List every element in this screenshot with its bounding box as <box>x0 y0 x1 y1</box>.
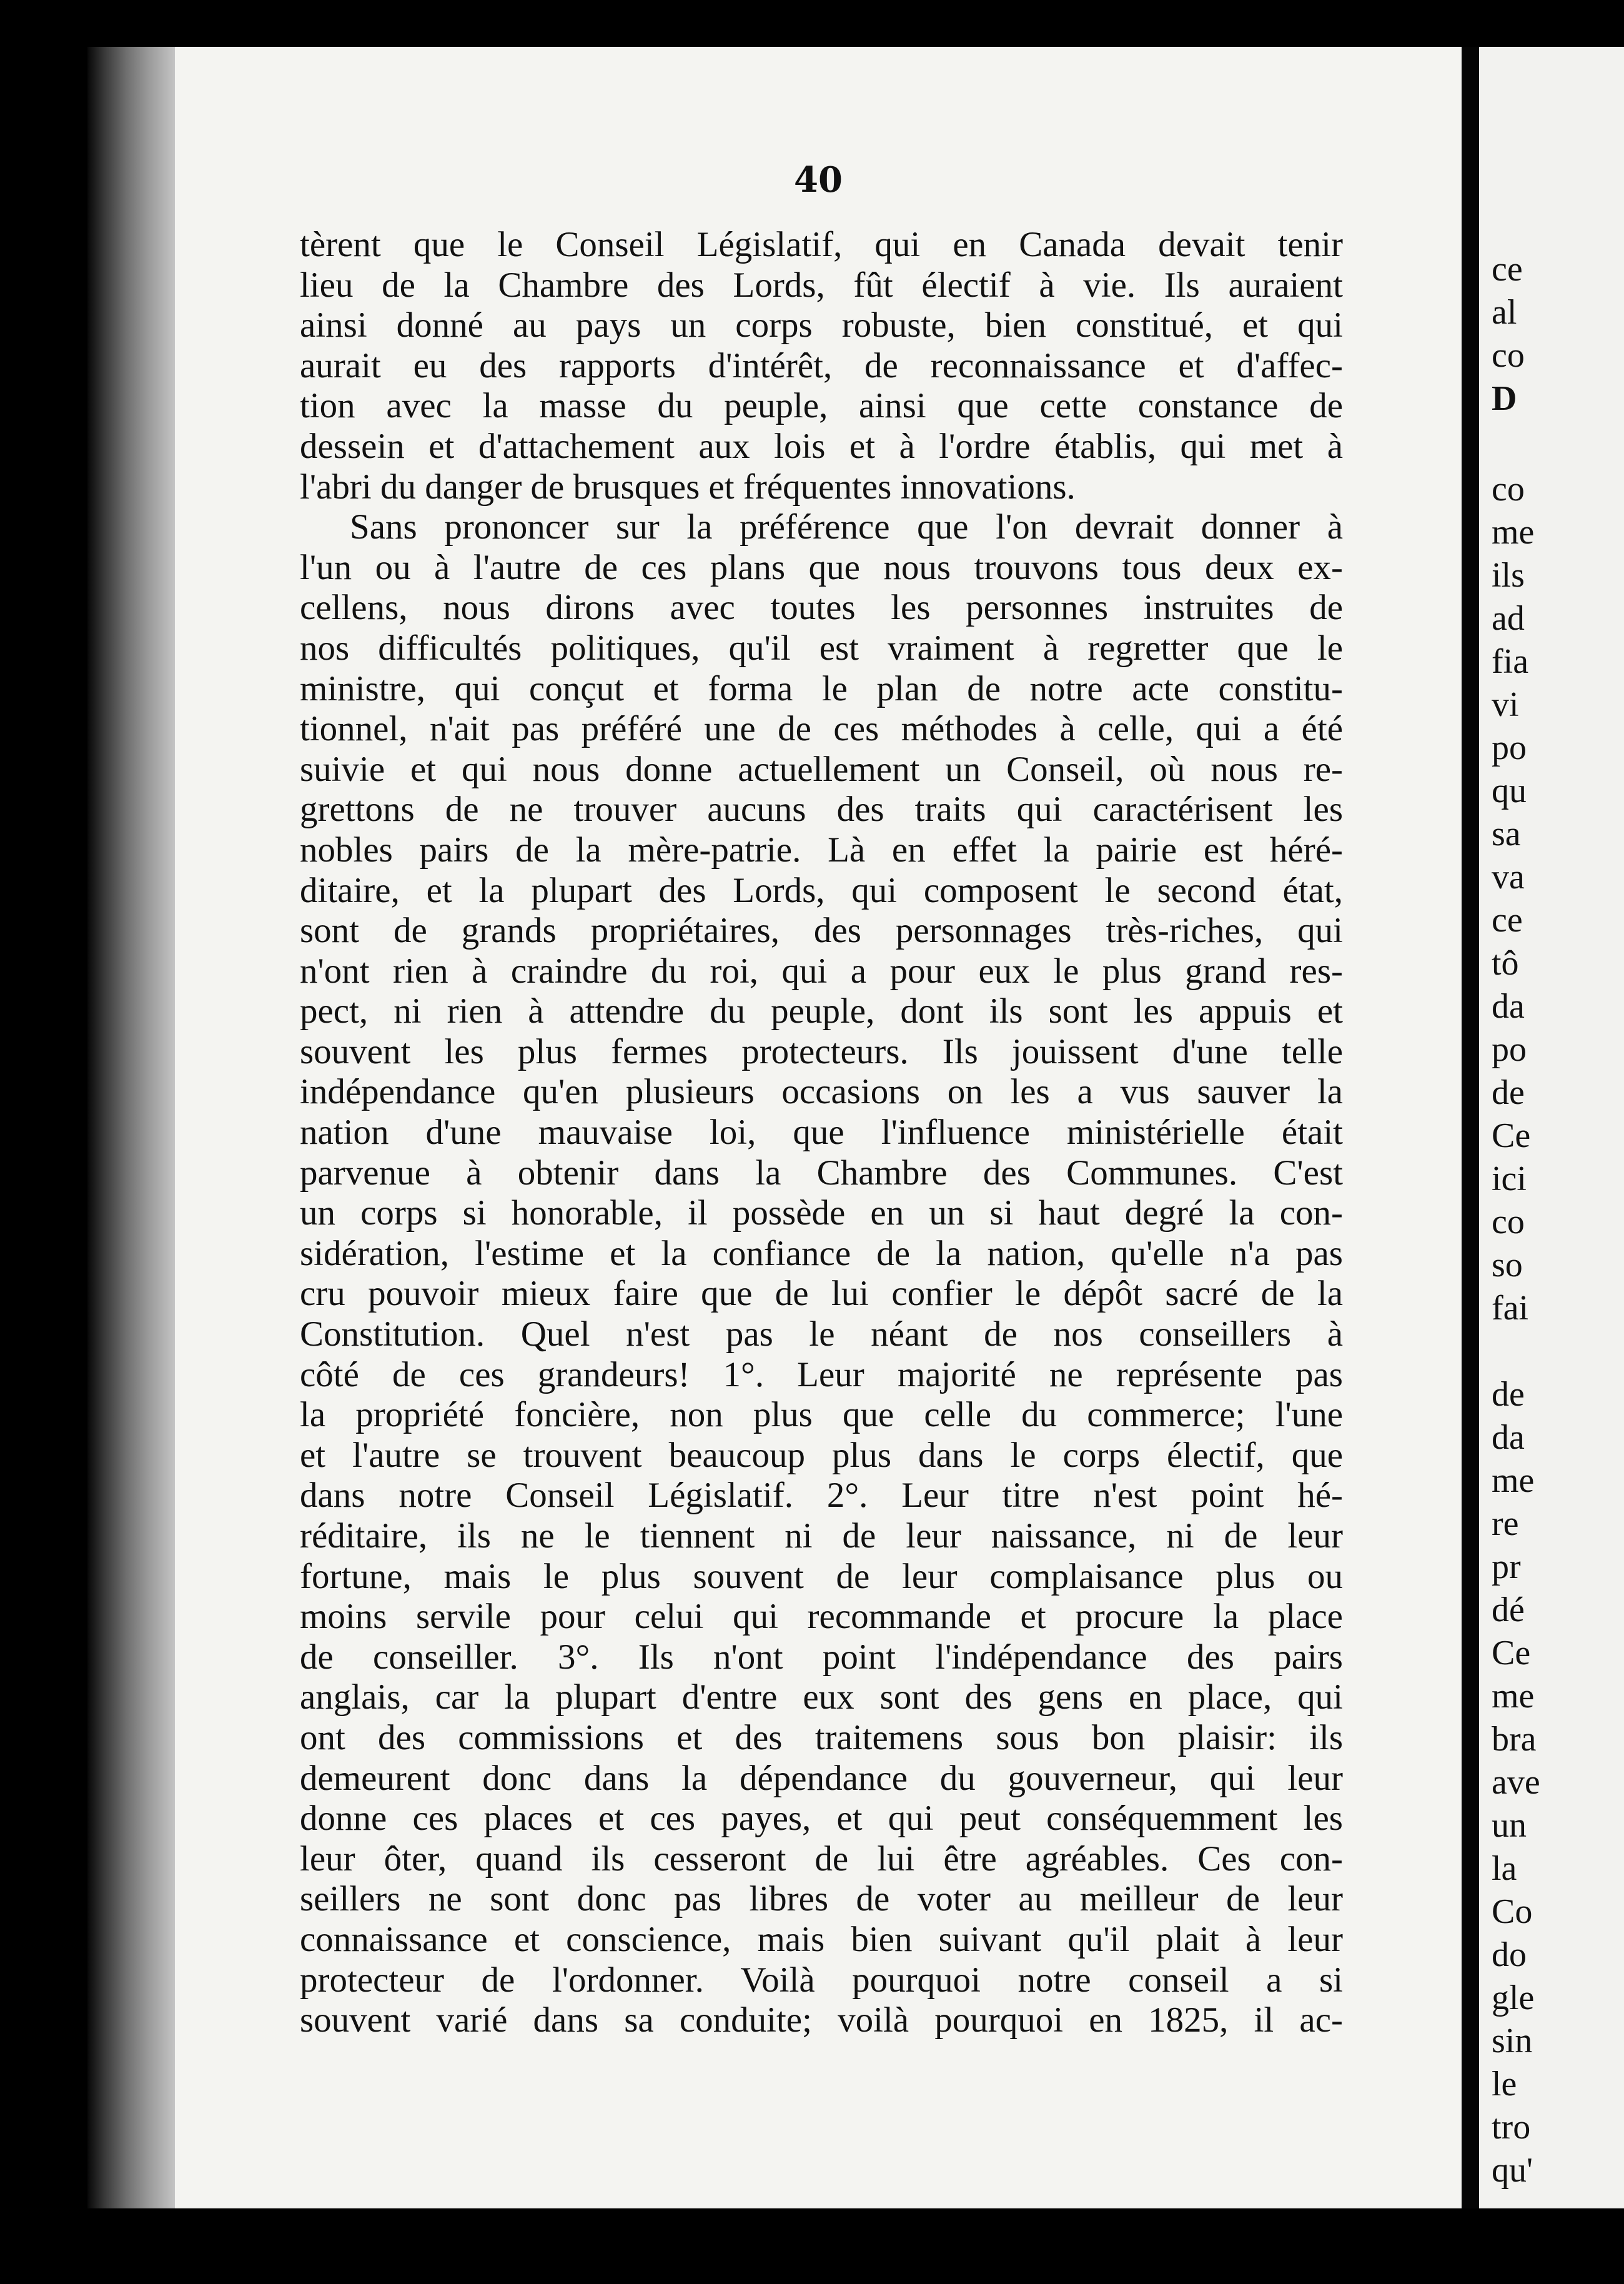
next-page-fragment: ils <box>1492 556 1525 595</box>
next-page-fragment: me <box>1492 1677 1535 1715</box>
text-line: nos difficultés politiques, qu'il est vraiment à regretter que le <box>300 628 1343 668</box>
text-line: souvent varié dans sa conduite; voilà pourquoi en 1825, il ac- <box>300 2000 1343 2040</box>
next-page-fragment: la <box>1492 1849 1517 1888</box>
next-page-fragment: me <box>1492 1461 1535 1500</box>
next-page-fragment: le <box>1492 2065 1517 2103</box>
next-page-fragment: qu <box>1492 772 1527 810</box>
text-line: nobles pairs de la mère-patrie. Là en effet la pairie est héré- <box>300 830 1343 870</box>
next-page-fragment: gle <box>1492 1979 1535 2017</box>
next-page-fragment: tô <box>1492 944 1519 983</box>
text-line: dessein et d'attachement aux lois et à l'ordre établis, qui met à <box>300 426 1343 466</box>
next-page-fragment: co <box>1492 470 1525 509</box>
book-binding-edge <box>87 47 175 2208</box>
text-line: seillers ne sont donc pas libres de voter au meilleur de leur <box>300 1879 1343 1919</box>
next-page-fragment: ce <box>1492 901 1523 940</box>
next-page-fragment: qu' <box>1492 2151 1533 2190</box>
next-page-fragment: me <box>1492 513 1535 552</box>
text-line: ont des commissions et des traitemens sous bon plaisir: ils <box>300 1717 1343 1757</box>
next-page-fragment: co <box>1492 1203 1525 1241</box>
next-page-fragment: Ce <box>1492 1634 1531 1672</box>
next-page-fragment: do <box>1492 1935 1527 1974</box>
text-line: tèrent que le Conseil Législatif, qui en Canada devait tenir <box>300 225 1343 264</box>
next-page-fragment <box>1492 1330 1540 1373</box>
next-page-fragment: D <box>1492 379 1517 418</box>
text-line: cellens, nous dirons avec toutes les personnes instruites de <box>300 588 1343 628</box>
next-page-fragment: dé <box>1492 1591 1525 1629</box>
next-page-fragment: ad <box>1492 599 1525 638</box>
page-text-block <box>300 225 1343 2041</box>
text-line: la propriété foncière, non plus que celle du commerce; l'une <box>300 1395 1343 1435</box>
book-page-left <box>175 47 1462 2208</box>
text-line: nation d'une mauvaise loi, que l'influence ministérielle était <box>300 1113 1343 1153</box>
text-line: réditaire, ils ne le tiennent ni de leur naissance, ni de leur <box>300 1516 1343 1556</box>
text-line: moins servile pour celui qui recommande et procure la place <box>300 1597 1343 1637</box>
next-page-fragment: fia <box>1492 642 1529 681</box>
text-line: indépendance qu'en plusieurs occasions on les a vus sauver la <box>300 1072 1343 1112</box>
text-line: souvent les plus fermes protecteurs. Ils jouissent d'une telle <box>300 1031 1343 1071</box>
next-page-fragment: fai <box>1492 1289 1529 1328</box>
text-line: protecteur de l'ordonner. Voilà pourquoi notre conseil a si <box>300 1960 1343 2000</box>
next-page-fragment: bra <box>1492 1720 1537 1759</box>
text-line: demeurent donc dans la dépendance du gouverneur, qui leur <box>300 1758 1343 1798</box>
text-line: fortune, mais le plus souvent de leur complaisance plus ou <box>300 1556 1343 1596</box>
next-page-fragment: de <box>1492 1073 1525 1112</box>
text-line: côté de ces grandeurs! 1°. Leur majorité ne représente pas <box>300 1354 1343 1394</box>
next-page-fragment: ave <box>1492 1763 1540 1802</box>
text-line: et l'autre se trouvent beaucoup plus dans le corps électif, que <box>300 1435 1343 1475</box>
page-number: 40 <box>794 159 843 201</box>
text-line: l'abri du danger de brusques et fréquentes innovations. <box>300 467 1076 507</box>
next-page-fragment: sin <box>1492 2022 1533 2060</box>
text-line: aurait eu des rapports d'intérêt, de reconnaissance et d'affec- <box>300 345 1343 385</box>
next-page-fragment: vi <box>1492 685 1519 724</box>
text-line: ministre, qui conçut et forma le plan de notre acte constitu- <box>300 668 1343 708</box>
next-page-fragment: re <box>1492 1504 1519 1543</box>
text-line: sont de grands propriétaires, des personnages très-riches, qui <box>300 911 1343 951</box>
text-line: sidération, l'estime et la confiance de la nation, qu'elle n'a pas <box>300 1233 1343 1273</box>
text-line: parvenue à obtenir dans la Chambre des Communes. C'est <box>300 1153 1343 1193</box>
text-line: ditaire, et la plupart des Lords, qui composent le second état, <box>300 870 1343 910</box>
next-page-fragment: tro <box>1492 2108 1531 2147</box>
next-page-fragment: ce <box>1492 250 1523 289</box>
next-page-fragment: pr <box>1492 1547 1521 1586</box>
text-line: dans notre Conseil Législatif. 2°. Leur titre n'est point hé- <box>300 1476 1343 1516</box>
text-line: un corps si honorable, il possède en un si haut degré la con- <box>300 1193 1343 1233</box>
text-line: anglais, car la plupart d'entre eux sont des gens en place, qui <box>300 1677 1343 1717</box>
text-line: tionnel, n'ait pas préféré une de ces méthodes à celle, qui a été <box>300 709 1343 749</box>
text-line: grettons de ne trouver aucuns des traits qui caractérisent les <box>300 790 1343 830</box>
text-line: pect, ni rien à attendre du peuple, dont ils sont les appuis et <box>300 991 1343 1031</box>
next-page-fragment: al <box>1492 293 1517 332</box>
text-line: leur ôter, quand ils cesseront de lui être agréables. Ces con- <box>300 1839 1343 1879</box>
text-line: tion avec la masse du peuple, ainsi que cette constance de <box>300 386 1343 426</box>
text-line: ainsi donné au pays un corps robuste, bien constitué, et qui <box>300 305 1343 345</box>
text-line: donne ces places et ces payes, et qui peut conséquemment les <box>300 1799 1343 1839</box>
text-line: connaissance et conscience, mais bien suivant qu'il plait à leur <box>300 1919 1343 1959</box>
text-line: de conseiller. 3°. Ils n'ont point l'indépendance des pairs <box>300 1637 1343 1677</box>
next-page-fragment: so <box>1492 1246 1523 1284</box>
next-page-fragment: ici <box>1492 1159 1527 1198</box>
next-page-fragment: Co <box>1492 1892 1533 1931</box>
page-gutter <box>1462 47 1479 2208</box>
text-line: Constitution. Quel n'est pas le néant de nos conseillers à <box>300 1314 1343 1354</box>
next-page-fragment: po <box>1492 728 1527 767</box>
next-page-fragment: sa <box>1492 815 1521 853</box>
next-page-fragment: de <box>1492 1375 1525 1414</box>
text-line: n'ont rien à craindre du roi, qui a pour eux le plus grand res- <box>300 951 1343 991</box>
next-page-fragment: po <box>1492 1030 1527 1069</box>
text-line: Sans prononcer sur la préférence que l'on devrait donner à <box>350 507 1343 547</box>
next-page-fragment: va <box>1492 858 1525 896</box>
next-page-text-fragments <box>1492 248 1540 2192</box>
next-page-fragment: un <box>1492 1806 1527 1845</box>
next-page-fragment: da <box>1492 987 1525 1026</box>
book-page-right-edge <box>1479 47 1624 2208</box>
text-line: l'un ou à l'autre de ces plans que nous trouvons tous deux ex- <box>300 547 1343 587</box>
text-line: cru pouvoir mieux faire que de lui confier le dépôt sacré de la <box>300 1274 1343 1314</box>
text-line: lieu de la Chambre des Lords, fût électif à vie. Ils auraient <box>300 265 1343 305</box>
next-page-fragment: co <box>1492 336 1525 375</box>
next-page-fragment: Ce <box>1492 1116 1531 1155</box>
next-page-fragment: da <box>1492 1418 1525 1457</box>
text-line: suivie et qui nous donne actuellement un Conseil, où nous re- <box>300 749 1343 789</box>
